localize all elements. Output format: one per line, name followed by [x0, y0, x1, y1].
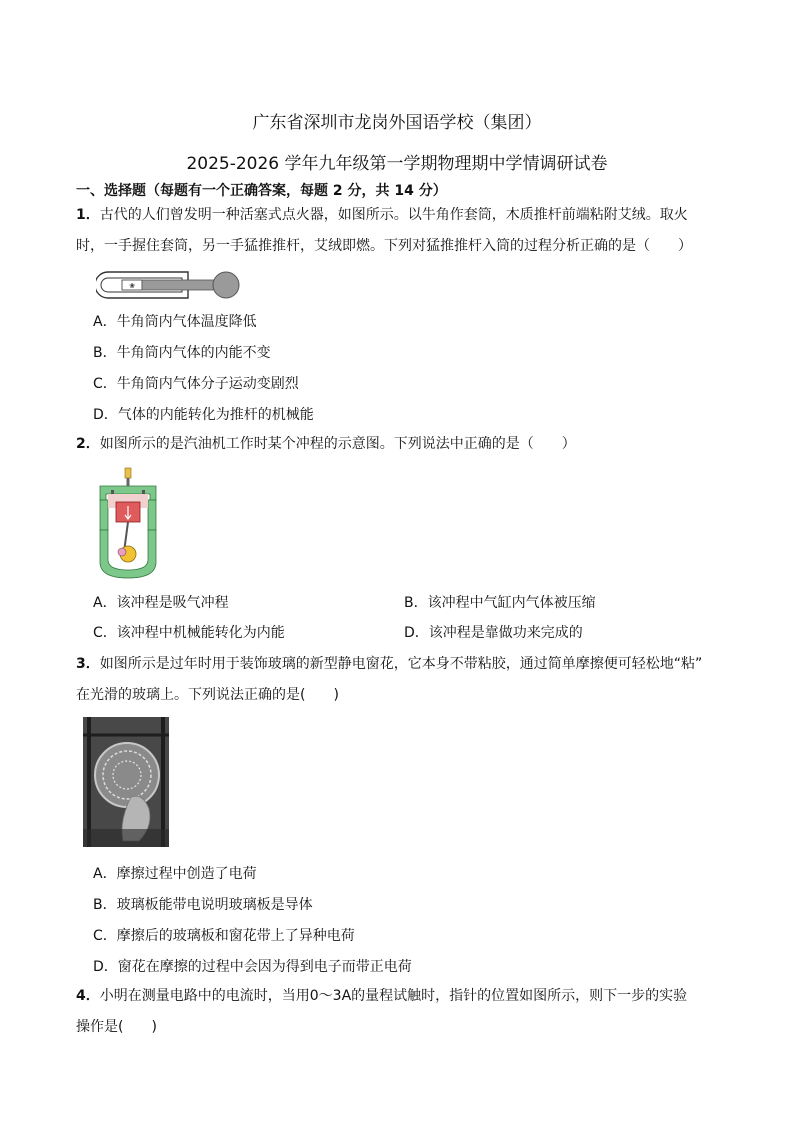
- window-flower-photo: [83, 717, 169, 847]
- question-3: [76, 649, 702, 711]
- question-number: 2．: [76, 436, 100, 452]
- question-number: 1．: [76, 207, 100, 223]
- piston-igniter-figure: [96, 268, 244, 302]
- section-heading: 一、选择题（每题有一个正确答案，每题 2 分，共 14 分）: [76, 183, 447, 199]
- question-text: 如图所示是过年时用于装饰玻璃的新型静电窗花，它本身不带粘胶，通过简单摩擦便可轻松地“粘”: [99, 656, 703, 672]
- question-number: 4．: [76, 988, 100, 1004]
- option-c[interactable]: C．摩擦后的玻璃板和窗花带上了异种电荷: [93, 928, 355, 944]
- question-text: 如图所示的是汽油机工作时某个冲程的示意图。下列说法中正确的是（ ）: [99, 436, 576, 452]
- engine-stroke-figure: [94, 466, 162, 582]
- question-4: [76, 981, 687, 1043]
- svg-text:❀: ❀: [129, 282, 135, 290]
- question-2: [76, 429, 576, 460]
- option-a[interactable]: A．摩擦过程中创造了电荷: [93, 866, 257, 882]
- question-text: 小明在测量电路中的电流时，当用0～3A的量程试触时，指针的位置如图所示，则下一步的实验: [99, 988, 688, 1004]
- question-text: 操作是( ): [76, 1019, 157, 1035]
- question-text: 时，一手握住套筒，另一手猛推推杆，艾绒即燃。下列对猛推推杆入筒的过程分析正确的是（ ）: [76, 238, 692, 254]
- option-a[interactable]: A．牛角筒内气体温度降低: [93, 314, 257, 330]
- option-d[interactable]: D．窗花在摩擦的过程中会因为得到电子而带正电荷: [93, 959, 412, 975]
- option-b[interactable]: B．玻璃板能带电说明玻璃板是导体: [93, 897, 313, 913]
- question-text: 在光滑的玻璃上。下列说法正确的是( ): [76, 687, 339, 703]
- question-number: 3．: [76, 656, 100, 672]
- option-b[interactable]: B．牛角筒内气体的内能不变: [93, 345, 271, 361]
- question-text: 古代的人们曾发明一种活塞式点火器，如图所示。以牛角作套筒，木质推杆前端粘附艾绒。取火: [99, 207, 688, 223]
- exam-title: 2025-2026 学年九年级第一学期物理期中学情调研试卷: [186, 154, 608, 174]
- option-a[interactable]: A．该冲程是吸气冲程: [93, 595, 229, 611]
- option-c[interactable]: C．牛角筒内气体分子运动变剧烈: [93, 376, 299, 392]
- option-d[interactable]: D．气体的内能转化为推杆的机械能: [93, 407, 314, 423]
- exam-school-title: 广东省深圳市龙岗外国语学校（集团）: [252, 113, 542, 133]
- option-d[interactable]: D．该冲程是靠做功来完成的: [404, 625, 583, 641]
- option-b[interactable]: B．该冲程中气缸内气体被压缩: [404, 595, 596, 611]
- option-c[interactable]: C．该冲程中机械能转化为内能: [93, 625, 285, 641]
- question-1: [76, 200, 692, 262]
